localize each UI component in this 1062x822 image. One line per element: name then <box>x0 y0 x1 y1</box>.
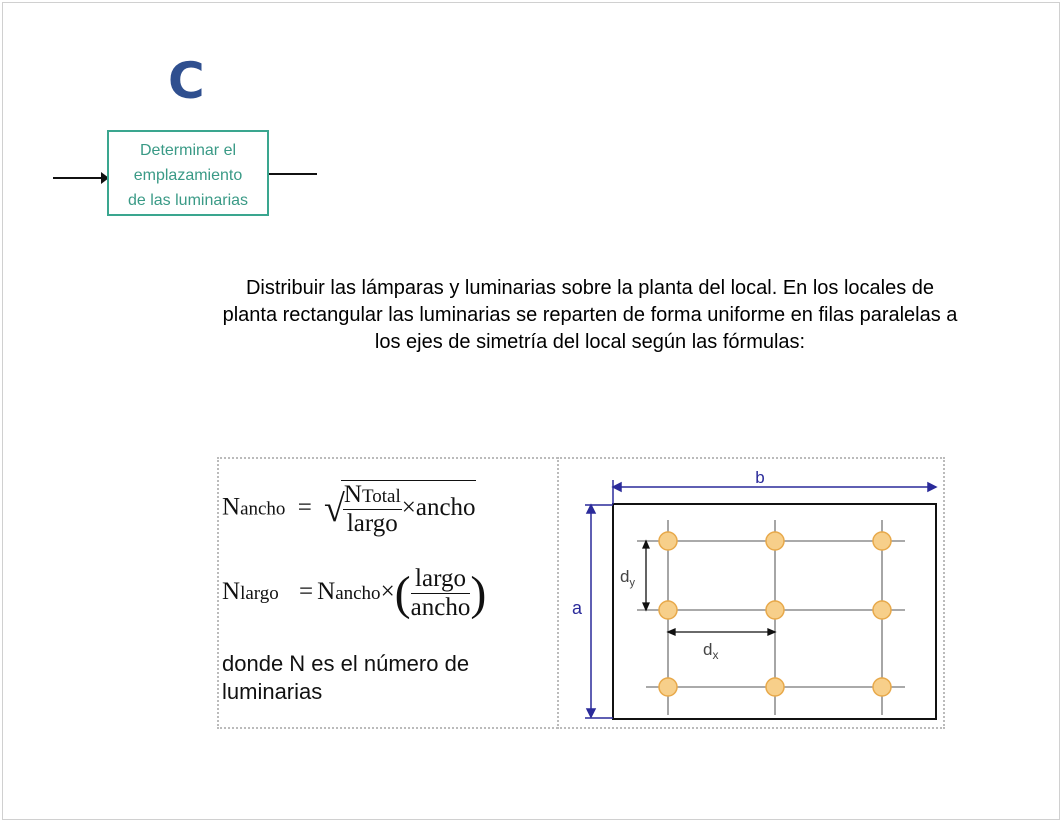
flow-arrow-in <box>53 177 103 179</box>
formula-n-largo: Nlargo = Nancho×( $\frac{\text{largo}}{\text{ancho}}$ ) <box>222 565 487 621</box>
flow-step-line: emplazamiento <box>133 167 243 184</box>
formula-n-ancho: Nancho = √ $\frac{\text{NTotal}}{\text{largo}}$ ×ancho <box>222 481 476 537</box>
dimension-a <box>585 505 613 718</box>
section-letter: C <box>168 52 205 110</box>
luminaire-layout-diagram <box>560 458 945 728</box>
luminaire-icon <box>873 678 891 696</box>
label-a: a <box>571 598 583 618</box>
label-dy: $d_y$ <box>620 567 635 589</box>
luminaire-icon <box>659 678 677 696</box>
luminaire-icon <box>659 532 677 550</box>
label-dx: $d_x$ <box>703 640 719 662</box>
luminaire-icon <box>766 601 784 619</box>
dimension-b <box>613 480 936 504</box>
flow-line-out <box>269 173 317 175</box>
label-b: b <box>755 468 765 487</box>
formula-note: donde N es el número de luminarias <box>222 651 470 704</box>
dimension-dx <box>668 629 775 635</box>
luminaire-icon <box>873 532 891 550</box>
luminaire-icon <box>766 532 784 550</box>
luminaire-icon <box>873 601 891 619</box>
luminaire-icon <box>659 601 677 619</box>
flow-step-box <box>107 130 269 216</box>
dimension-dy <box>643 541 649 610</box>
luminaire-icon <box>766 678 784 696</box>
flow-step-line: Determinar el <box>139 142 237 159</box>
flow-step-line: de las luminarias <box>127 192 249 209</box>
description-paragraph: Distribuir las lámparas y luminarias sobre la planta del local. En los locales de planta rectangular las luminarias se reparten de forma uniforme en filas paralelas a los ejes de simetría del local según las fórmulas: <box>222 277 958 353</box>
